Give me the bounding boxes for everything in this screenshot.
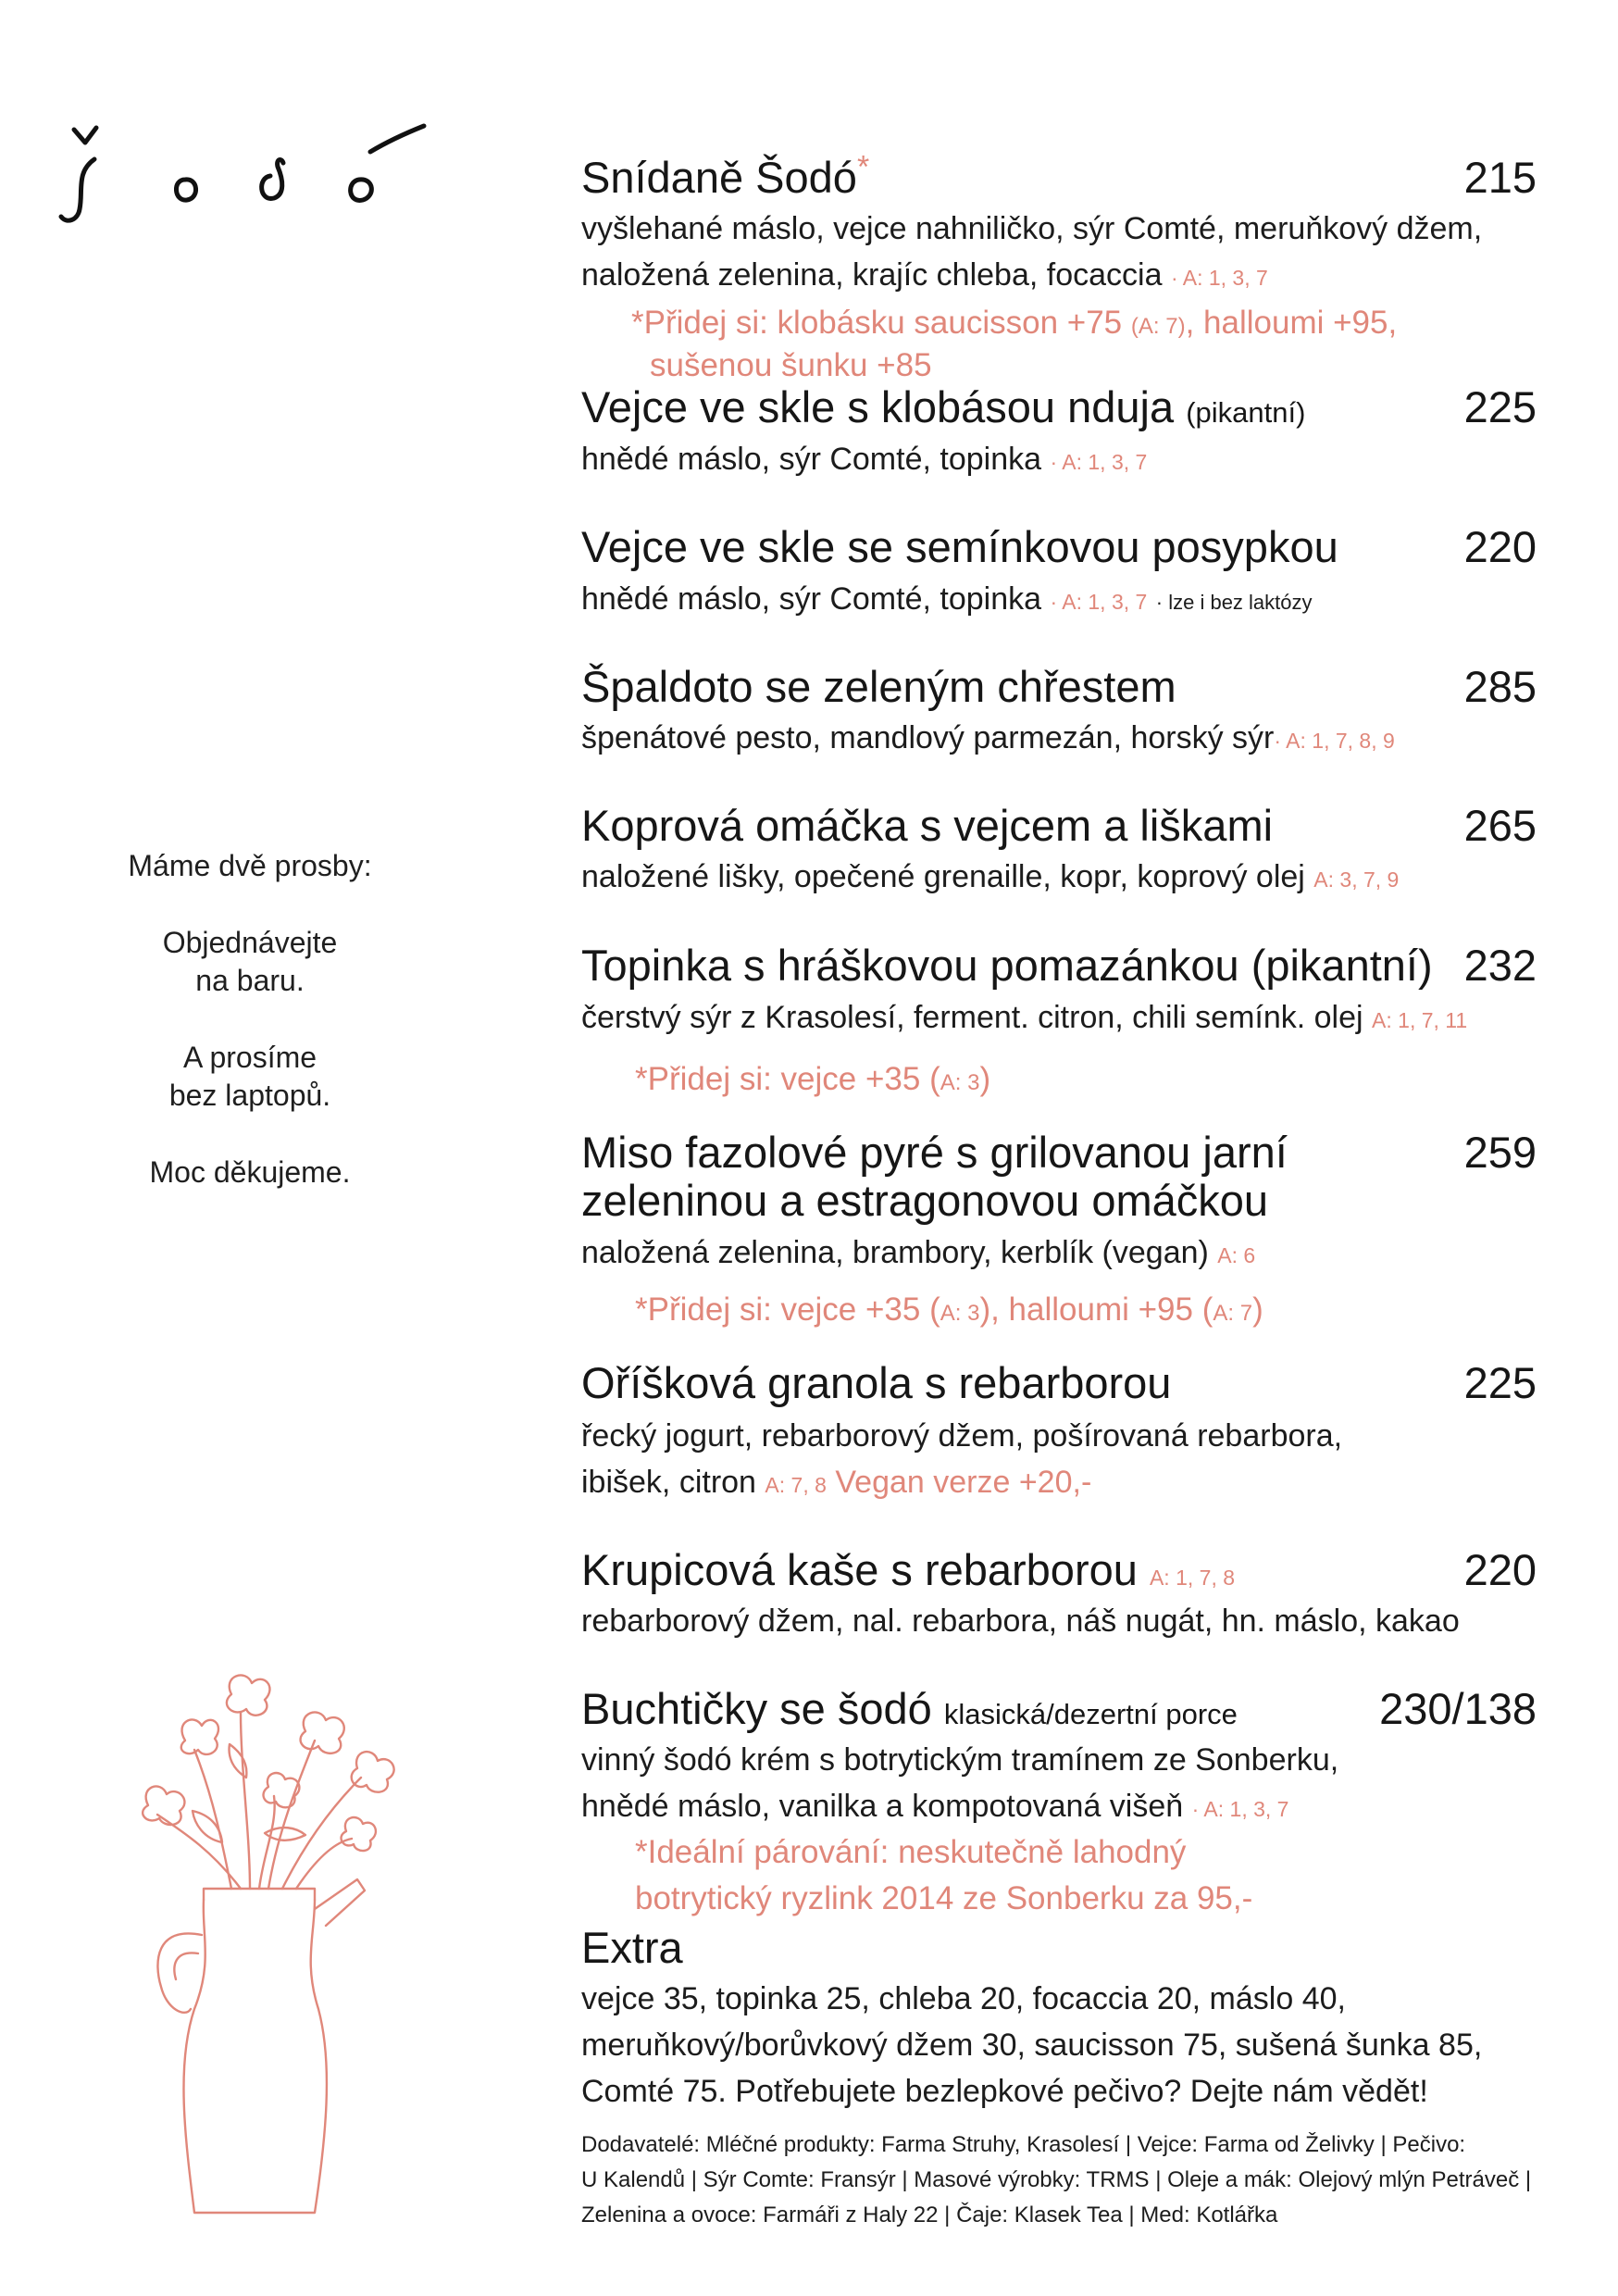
pairing-note: *Ideální párování: neskutečně lahodný: [635, 1834, 1187, 1870]
sidebar-text: Objednávejte: [162, 926, 338, 959]
allergen-info: · A: 1, 3, 7: [1170, 266, 1268, 290]
addon-text: *Přidej si: vejce +35 (: [635, 1061, 940, 1097]
suppliers-line: U Kalendů | Sýr Comte: Fransýr | Masové výrobky: TRMS | Oleje a mák: Olejový mlýn Petráveč |: [581, 2167, 1532, 2192]
addon-text: ): [1252, 1292, 1263, 1328]
menu-item-price: 232: [1463, 941, 1537, 990]
allergen-info: A: 1, 7, 8: [1149, 1566, 1236, 1590]
vegan-note: Vegan verze +20,-: [835, 1465, 1092, 1500]
menu-item-desc-text: naložené lišky, opečené grenaille, kopr, koprový olej: [581, 859, 1305, 894]
menu-item-desc: vinný šodó krém s botrytickým tramínem ze Sonberku,: [581, 1742, 1339, 1778]
allergen-info: · A: 1, 3, 7: [1191, 1797, 1289, 1821]
menu-item-price: 285: [1463, 662, 1537, 711]
addon-text: , halloumi +95,: [1185, 305, 1398, 341]
menu-item-title: [581, 149, 870, 202]
menu-item-desc: [581, 854, 1562, 903]
menu-item-title: Koprová omáčka s vejcem a liškami: [581, 801, 1274, 850]
menu-item-suffix: (pikantní): [1186, 396, 1306, 429]
menu-item-desc-text: hnědé máslo, vanilka a kompotovaná višeň: [581, 1789, 1184, 1824]
menu-item-price: 215: [1463, 153, 1537, 202]
menu-item-title: Topinka s hráškovou pomazánkou (pikantní): [581, 941, 1433, 990]
menu-item-title: Miso fazolové pyré s grilovanou jarní: [581, 1128, 1288, 1177]
sidebar-requests: [56, 847, 444, 1230]
addon-allergen: A: 3: [940, 1301, 980, 1326]
sidebar-text: A prosíme: [182, 1041, 317, 1074]
extra-title: Extra: [581, 1923, 683, 1972]
menu-item-desc-text: hnědé máslo, sýr Comté, topinka: [581, 581, 1042, 617]
menu-item-desc: [581, 436, 1562, 485]
allergen-info: · A: 1, 3, 7: [1050, 590, 1148, 614]
allergen-info: A: 6: [1217, 1243, 1256, 1267]
addon-allergen: A: 7: [1213, 1301, 1253, 1326]
addon-line: sušenou šunku +85: [650, 347, 932, 383]
extra-line: meruňkový/borůvkový džem 30, saucisson 75, sušená šunka 85,: [581, 2028, 1483, 2063]
addon-text: ), halloumi +95 (: [979, 1292, 1214, 1328]
menu-item-desc-text: vyšlehané máslo, vejce nahniličko, sýr Comté, meruňkový džem, naložená zelenina, krajíc chleba, focaccia: [581, 211, 1483, 293]
allergen-info: A: 1, 7, 11: [1372, 1008, 1468, 1032]
menu-item-desc: [581, 1459, 1562, 1508]
extra-line: vejce 35, topinka 25, chleba 20, focaccia 20, máslo 40,: [581, 1981, 1346, 2016]
menu-item-title: [581, 1685, 1238, 1739]
lactose-note: · lze i bez laktózy: [1155, 591, 1313, 614]
menu-item-desc: [581, 576, 1562, 626]
suppliers-line: Dodavatelé: Mléčné produkty: Farma Struhy, Krasolesí | Vejce: Farma od Želivky | Pečivo:: [581, 2132, 1466, 2157]
menu-item-desc: [581, 206, 1562, 301]
menu-item-desc: [581, 715, 1562, 764]
menu-item-desc-text: ibišek, citron: [581, 1465, 756, 1500]
menu-item-desc: řecký jogurt, rebarborový džem, pošírovaná rebarbora,: [581, 1418, 1343, 1454]
menu-item-title: [581, 383, 1305, 437]
addon-line: [631, 302, 1397, 348]
asterisk-icon: *: [856, 149, 870, 185]
menu-item-title: Vejce ve skle se semínkovou posypkou: [581, 522, 1338, 571]
menu-item-desc-text: hnědé máslo, sýr Comté, topinka: [581, 442, 1042, 477]
sidebar-line: Máme dvě prosby:: [128, 849, 372, 882]
menu-item-price: 259: [1463, 1128, 1537, 1177]
menu-item-desc-text: naložená zelenina, brambory, kerblík (vegan): [581, 1235, 1209, 1270]
sidebar-line: [56, 924, 444, 1000]
allergen-info: A: 7, 8: [765, 1473, 827, 1497]
flower-vase-illustration: [83, 1657, 472, 2250]
extra-line: Comté 75. Potřebujete bezlepkové pečivo? Dejte nám vědět!: [581, 2074, 1428, 2109]
menu-item-price: 225: [1463, 382, 1537, 431]
menu-item-name: Snídaně Šodó: [581, 153, 857, 202]
menu-item-price: 265: [1463, 801, 1537, 850]
sidebar-line: [56, 1039, 444, 1115]
addon-text: *Přidej si: vejce +35 (: [635, 1292, 940, 1328]
sidebar-text: na baru.: [195, 964, 305, 997]
menu-item-desc: [581, 994, 1562, 1043]
menu-item-price: 220: [1463, 1545, 1537, 1594]
menu-item-desc: [581, 1783, 1562, 1832]
menu-item-desc-text: čerstvý sýr z Krasolesí, ferment. citron, chili semínk. olej: [581, 1000, 1363, 1035]
addon-text: ): [979, 1061, 991, 1097]
allergen-info: · A: 1, 3, 7: [1050, 450, 1148, 474]
menu-item-price: 220: [1463, 522, 1537, 571]
sidebar-text: bez laptopů.: [168, 1079, 331, 1112]
menu-item-price: 225: [1463, 1358, 1537, 1407]
addon-line: [635, 1289, 1263, 1335]
addon-text: *Přidej si: klobásku saucisson +75: [631, 305, 1123, 341]
addon-allergen: (A: 7): [1130, 314, 1186, 339]
menu-item-title: Špaldoto se zeleným chřestem: [581, 662, 1176, 711]
suppliers-line: Zelenina a ovoce: Farmáři z Haly 22 | Čaje: Klasek Tea | Med: Kotlářka: [581, 2202, 1278, 2227]
allergen-info: · A: 1, 7, 8, 9: [1274, 729, 1395, 753]
menu-item-name: Vejce ve skle s klobásou nduja: [581, 382, 1175, 431]
addon-line: [635, 1058, 990, 1104]
menu-item-title: Oříšková granola s rebarborou: [581, 1358, 1172, 1407]
menu-item-desc-text: špenátové pesto, mandlový parmezán, horský sýr: [581, 720, 1275, 755]
sidebar-line: Moc děkujeme.: [149, 1155, 351, 1189]
pairing-note: botrytický ryzlink 2014 ze Sonberku za 95,-: [635, 1880, 1253, 1916]
menu-item-name: Buchtičky se šodó: [581, 1684, 932, 1733]
menu-item-price: 230/138: [1379, 1684, 1537, 1733]
menu-item-name: Krupicová kaše s rebarborou: [581, 1545, 1138, 1594]
menu-item-desc: rebarborový džem, nal. rebarbora, náš nugát, hn. máslo, kakao: [581, 1603, 1460, 1639]
menu-item-desc: [581, 1229, 1562, 1279]
addon-allergen: A: 3: [940, 1070, 980, 1095]
allergen-info: A: 3, 7, 9: [1313, 867, 1400, 892]
sodo-logo: [56, 102, 444, 231]
menu-item-suffix: klasická/dezertní porce: [943, 1698, 1238, 1730]
menu-item-title: [581, 1546, 1235, 1602]
menu-item-title: zeleninou a estragonovou omáčkou: [581, 1176, 1269, 1225]
